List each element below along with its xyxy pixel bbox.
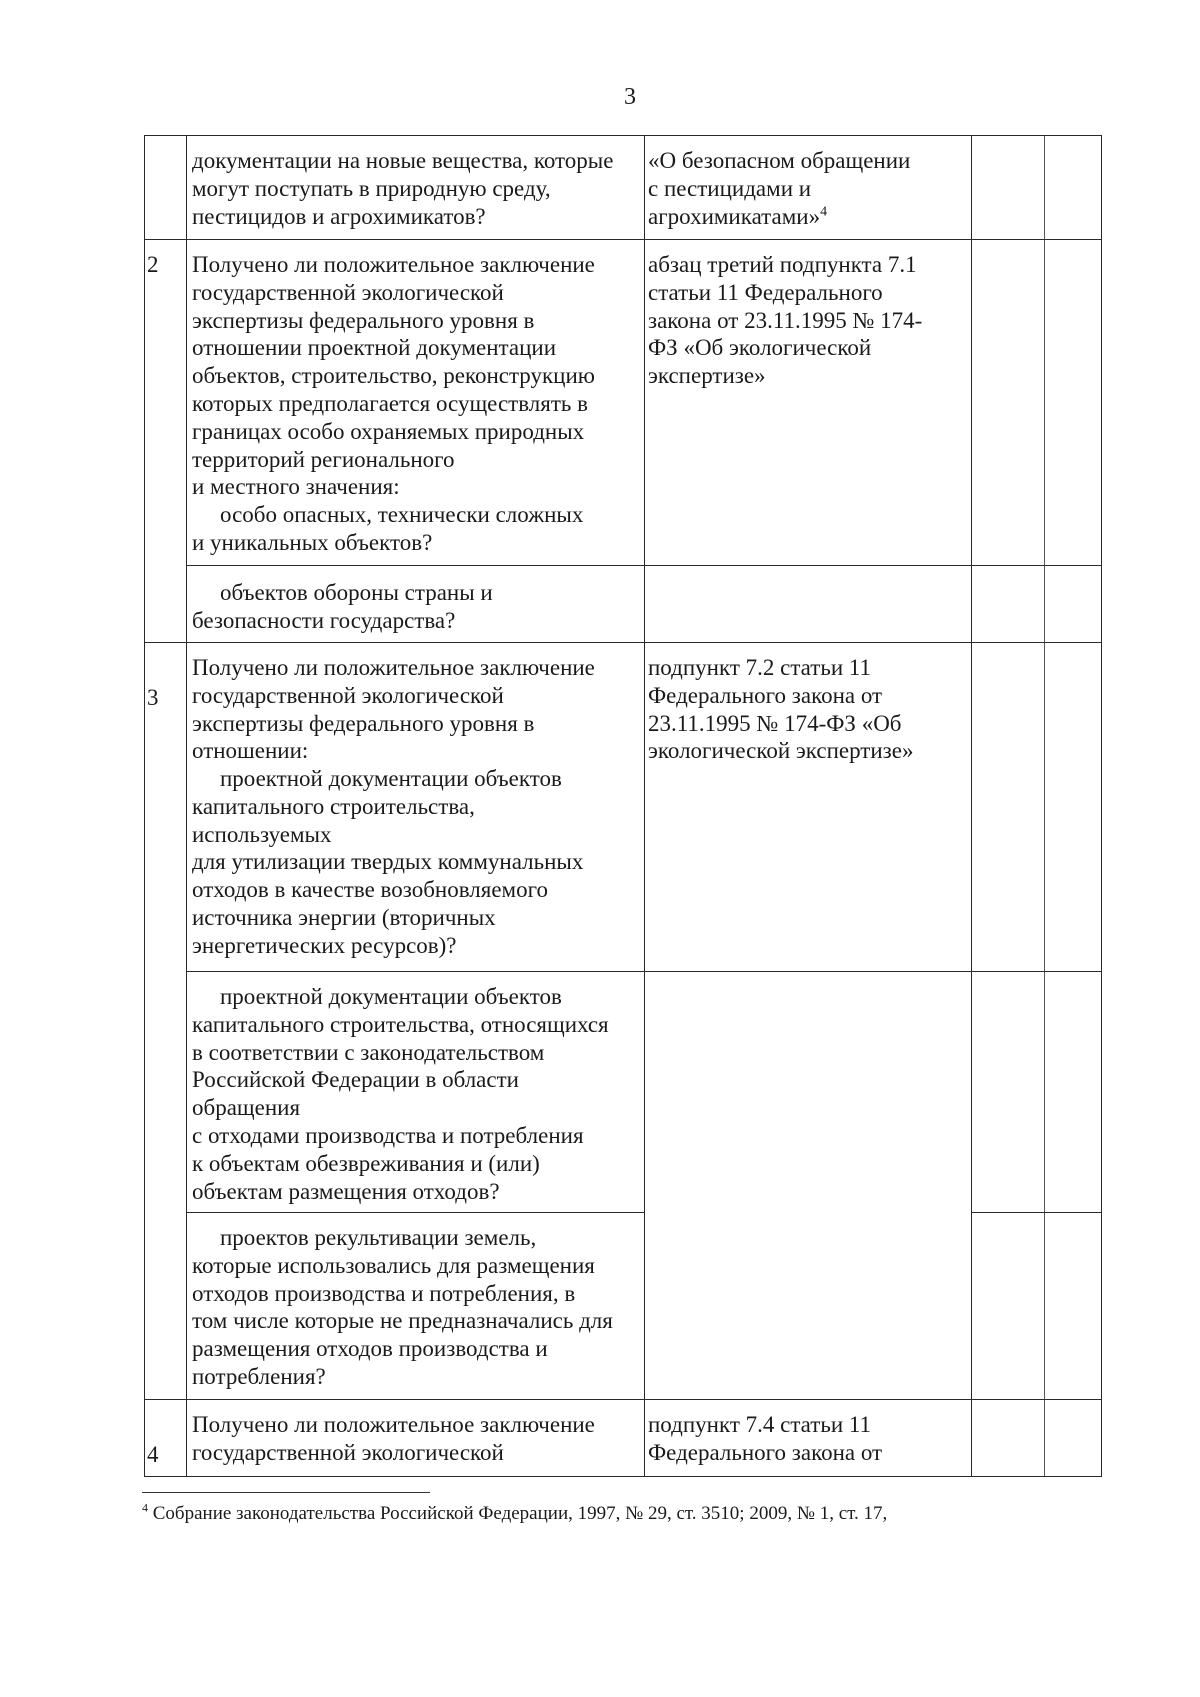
sub-question-cell: особо опасных, технически сложных и уникальных объектов? bbox=[192, 502, 584, 555]
page-number: 3 bbox=[624, 84, 636, 110]
reference-cell: подпункт 7.2 статьи 11 Федерального закона от 23.11.1995 № 174-ФЗ «Об экологической экспертизе» bbox=[648, 655, 914, 764]
row-divider bbox=[144, 239, 1102, 240]
row-divider bbox=[971, 1212, 1102, 1213]
row-divider bbox=[144, 1399, 1102, 1400]
checklist-table bbox=[144, 135, 1102, 1477]
sub-question-cell: проектной документации объектов капитального строительства, используемых для утилизации твердых коммунальных отходов в качестве возобновляемого источника энергии (вторичных энергетических ресурсов)? bbox=[192, 766, 584, 958]
table-border-bottom bbox=[144, 1476, 1102, 1477]
reference-cell: подпункт 7.4 статьи 11 Федерального закона от bbox=[648, 1412, 883, 1465]
column-divider bbox=[644, 135, 645, 1477]
row-divider bbox=[144, 642, 1102, 643]
reference-cell: абзац третий подпункта 7.1 статьи 11 Федерального закона от 23.11.1995 № 174- ФЗ «Об экологической экспертизе» bbox=[648, 252, 923, 389]
row-divider bbox=[186, 565, 1102, 566]
footnote-text: Собрание законодательства Российской Федерации, 1997, № 29, ст. 3510; 2009, № 1, ст. 17, bbox=[152, 1503, 888, 1524]
table-border-left bbox=[144, 135, 145, 1477]
question-cell: Получено ли положительное заключение государственной экологической bbox=[192, 1412, 595, 1465]
column-divider bbox=[186, 135, 187, 1477]
footnote bbox=[142, 1502, 887, 1526]
sub-question-cell: объектов обороны страны и безопасности государства? bbox=[192, 580, 493, 633]
row-divider bbox=[186, 1212, 644, 1213]
table-border-top bbox=[144, 135, 1102, 136]
sub-question-cell: проектов рекультивации земель, которые использовались для размещения отходов производства и потребления, в том числе которые не предназначались для размещения отходов производства и потребления? bbox=[192, 1225, 613, 1389]
footnote-mark: 4 bbox=[820, 203, 828, 219]
table-border-right bbox=[1101, 135, 1102, 1477]
column-divider bbox=[971, 135, 972, 1477]
question-cell: Получено ли положительное заключение государственной экологической экспертизы федерального уровня в отношении: bbox=[192, 655, 595, 764]
column-divider bbox=[1044, 135, 1045, 1477]
row-divider bbox=[186, 971, 1102, 972]
reference-cell bbox=[648, 147, 968, 230]
row-number: 3 bbox=[147, 685, 159, 710]
row-number: 2 bbox=[147, 252, 159, 277]
question-cell: Получено ли положительное заключение государственной экологической экспертизы федерального уровня в отношении проектной документации объектов, строительство, реконструкцию которых предполагается осуществлять в границах особо охраняемых природных территорий регионального и местного значения: bbox=[192, 252, 595, 500]
footnote-mark: 4 bbox=[142, 1500, 148, 1515]
footnote-separator bbox=[142, 1492, 430, 1493]
row-number: 4 bbox=[147, 1442, 159, 1467]
question-cell: документации на новые вещества, которые могут поступать в природную среду, пестицидов и агрохимикатов? bbox=[192, 148, 614, 229]
sub-question-cell: проектной документации объектов капитального строительства, относящихся в соответствии с законодательством Российской Федерации в области обращения с отходами производства и потребления к объектам обезвреживания и (или) объектам размещения отходов? bbox=[192, 984, 609, 1204]
reference-text: «О безопасном обращении с пестицидами и агрохимикатами» bbox=[648, 148, 911, 229]
